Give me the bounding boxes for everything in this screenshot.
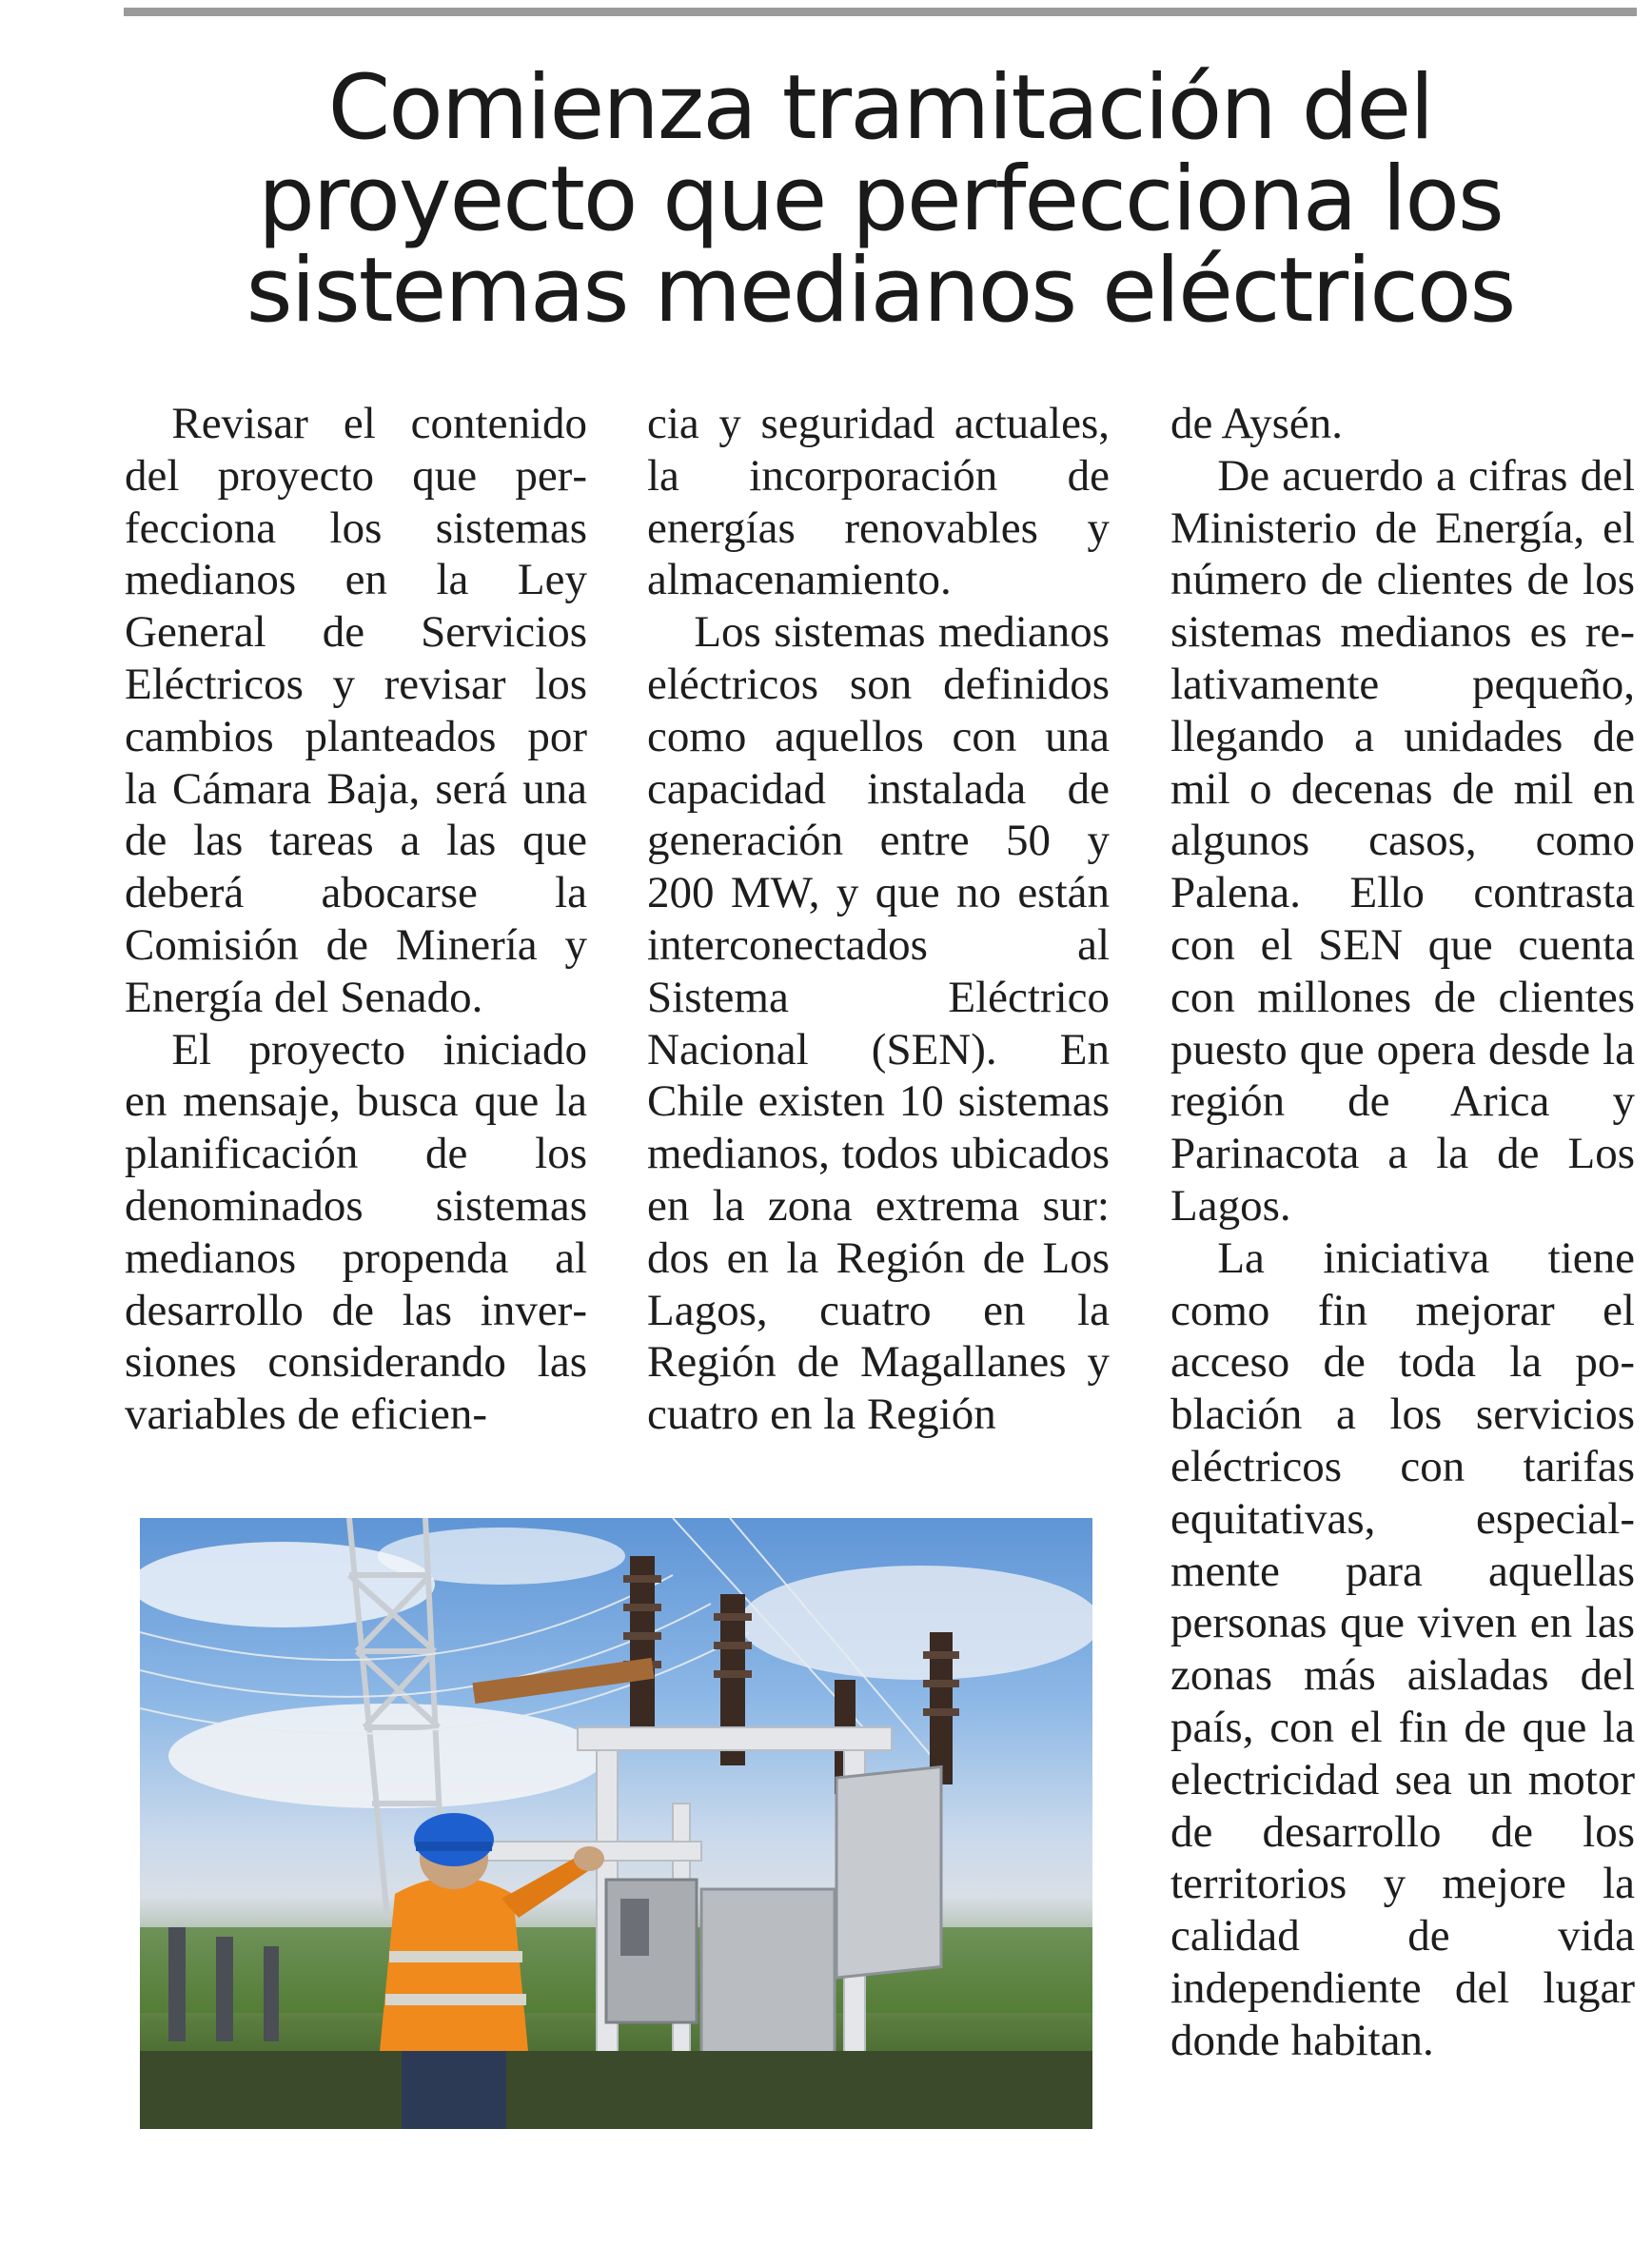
paragraph: La iniciativa tiene como fin mejorar el acceso de toda la población a los servicios eléctricos con tarifas equitativas, especialmente para aquellas personas que viven en las zonas más aisladas del país, con el fin de que la electricidad sea un motor de desarrollo de los territorios y mejore la calidad de vida independiente del lugar donde habitan. bbox=[1170, 1232, 1635, 2065]
paragraph: Revisar el contenido del proyecto que perfecciona los sistemas medianos en la Ley General de Servicios Eléctricos y revisar los cambios planteados por la Cámara Baja, será una de las tareas a las que deberá abocarse la Comisión de Minería y Energía del Senado. bbox=[125, 399, 587, 1022]
headline bbox=[124, 56, 1637, 343]
article-column-2 bbox=[647, 398, 1110, 1441]
article-column-1 bbox=[125, 398, 587, 1441]
paragraph: De acuerdo a cifras del Ministerio de Energía, el número de clientes de los sistemas medianos es relativamente pequeño, llegando a unidades de mil o decenas de mil en algunos casos, como Palena. Ello contrasta con el SEN que cuenta con millones de clientes puesto que opera desde la región de Arica y Parinacota a la de Los Lagos. bbox=[1170, 450, 1635, 1231]
paragraph: Los sistemas medianos eléctricos son definidos como aquellos con una capacidad instalada de generación entre 50 y 200 MW, y que no están interconectados al Sistema Eléctrico Nacional (SEN). En Chile existen 10 sistemas medianos, todos ubicados en la zona extrema sur: dos en la Región de Los Lagos, cuatro en la Región de Magallanes y cuatro en la Región bbox=[647, 607, 1110, 1440]
headline-line-2: proyecto que perfecciona los bbox=[258, 148, 1503, 251]
paragraph-continuation: cia y seguridad actuales, la incorporación de energías renovables y almacenamiento. bbox=[647, 399, 1110, 605]
paragraph-continuation: de Aysén. bbox=[1170, 399, 1344, 448]
top-rule bbox=[124, 8, 1637, 16]
paragraph: El proyecto iniciado en mensaje, busca que la planificación de los denominados sistemas medianos propenda al desarrollo de las inversiones considerando las variables de eficien- bbox=[125, 1024, 587, 1440]
headline-line-1: Comienza tramitación del bbox=[327, 56, 1433, 160]
article-column-3 bbox=[1170, 398, 1635, 2067]
headline-line-3: sistemas medianos eléctricos bbox=[246, 239, 1515, 343]
photo-illustration bbox=[140, 1518, 1092, 2129]
substation-worker-photo bbox=[140, 1518, 1092, 2129]
